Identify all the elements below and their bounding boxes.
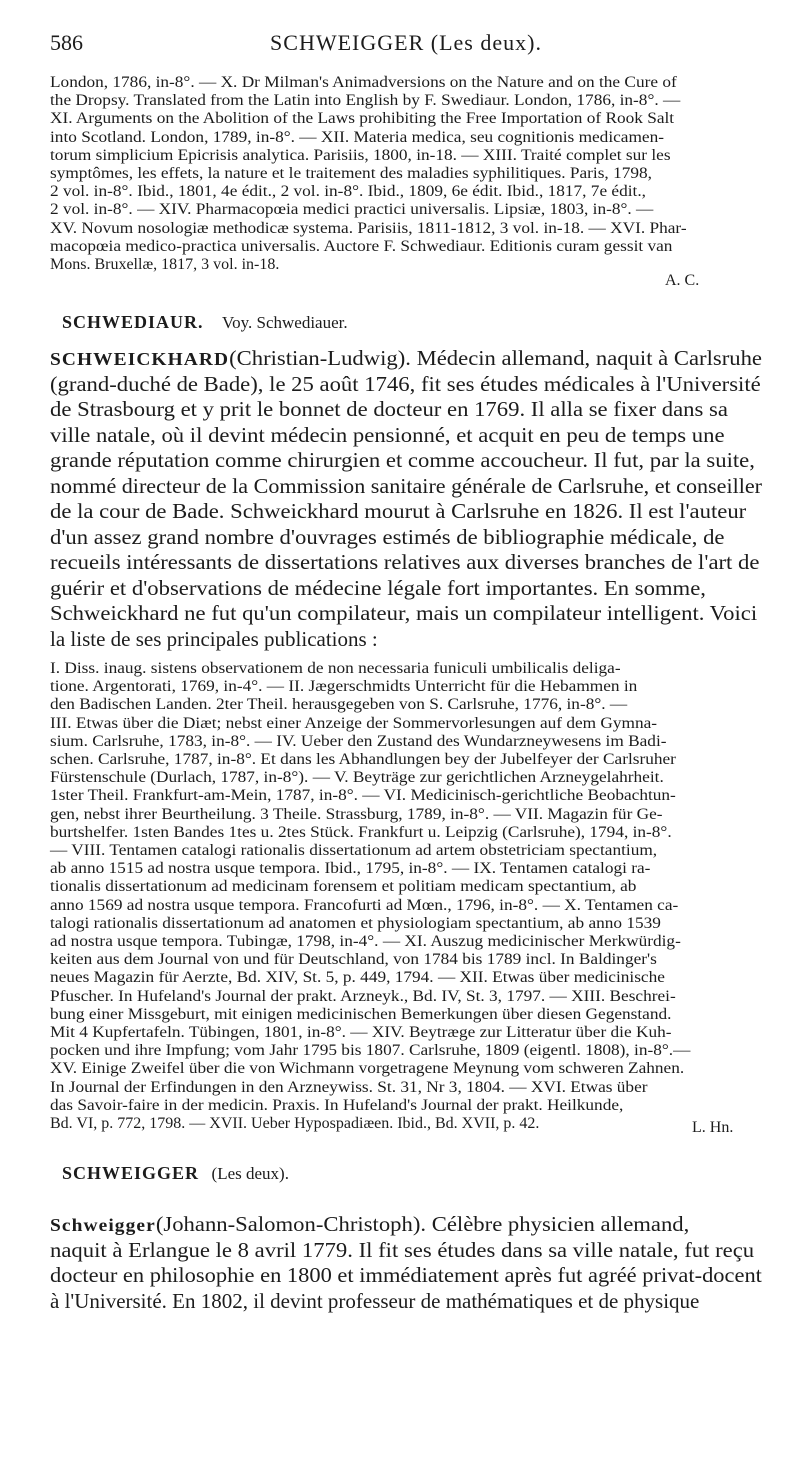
text-line: schen. Carlsruhe, 1787, in-8°. Et dans les Abhandlungen bey der Jubelfeyer der Carlsruher <box>50 751 676 768</box>
entry-qualifier: (Les deux). <box>211 1164 289 1183</box>
text-line: guérir et d'observations de médecine légale fort importantes. En somme, <box>50 575 706 600</box>
text-line: ad nostra usque tempora. Tubingæ, 1798, in-4°. — XI. Auszug medicinischer Merkwürdig- <box>50 933 681 950</box>
text-line: the Dropsy. Translated from the Latin into English by F. Swediaur. London, 1786, in-8°. — <box>50 92 681 110</box>
page-header <box>50 30 762 60</box>
text-line: de Strasbourg et y prit le bonnet de docteur en 1769. Il alla se fixer dans sa <box>50 397 728 421</box>
intro-bibliography <box>50 74 765 274</box>
text-line: anno 1569 ad nostra usque tempora. Francofurti ad Mœn., 1796, in-8°. — X. Tentamen ca- <box>50 896 679 914</box>
text-line: den Badischen Landen. 2ter Theil. herausgegeben von S. Carlsruhe, 1776, in-8°. — <box>50 696 628 714</box>
running-title: SCHWEIGGER (Les deux). <box>270 30 542 55</box>
text-line: III. Etwas über die Diæt; nebst einer Anzeige der Sommervorlesungen auf dem Gymna- <box>50 714 658 732</box>
schweickhard-bibliography <box>50 660 765 1133</box>
text-line: bung einer Missgeburt, mit einigen medicinischen Bemerkungen über diesen Gegenstand. <box>50 1005 672 1023</box>
text-line: XI. Arguments on the Abolition of the Laws prohibiting the Free Importation of Rook Salt <box>50 110 675 128</box>
entry-name: SCHWEICKHARD <box>50 349 230 369</box>
text-line-body: (Johann-Salomon-Christoph). Célèbre physicien allemand, <box>155 1212 690 1236</box>
text-line: XV. Novum nosologiæ methodicæ systema. Parisiis, 1811-1812, 3 vol. in-18. — XVI. Phar- <box>50 219 687 237</box>
text-line: In Journal der Erfindungen in den Arzneywiss. St. 31, Nr 3, 1804. — XVI. Etwas über <box>50 1078 648 1096</box>
text-line: — VIII. Tentamen catalogi rationalis dissertationum ad artem obstetriciam spectantium, <box>50 842 658 859</box>
text-line: 1ster Theil. Frankfurt-am-Mein, 1787, in-8°. — VI. Medicinisch-gerichtliche Beobachtun- <box>50 787 676 805</box>
text-line-body: (Christian-Ludwig). Médecin allemand, naquit à Carlsruhe <box>229 346 762 370</box>
text-line: talogi rationalis dissertationum ad anatomen et physiologiam spectantium, ab anno 1539 <box>50 914 661 932</box>
text-line: ab anno 1515 ad nostra usque tempora. Ibid., 1795, in-8°. — IX. Tentamen catalogi ra- <box>50 860 651 878</box>
page-number: 586 <box>50 30 83 55</box>
text-line: das Savoir-faire in der medicin. Praxis. In Hufeland's Journal der prakt. Heilkunde, <box>50 1096 624 1114</box>
text-line: tione. Argentorati, 1769, in-4°. — II. Jægerschmidts Unterricht für die Hebammen in <box>50 678 638 696</box>
text-line <box>50 1212 689 1238</box>
entry-schwediaur <box>62 312 348 333</box>
entry-schweigger-js <box>50 1212 765 1314</box>
text-line: keiten aus dem Journal von und für Deutschland, von 1784 bis 1789 incl. In Baldinger's <box>50 951 657 969</box>
text-line: Mit 4 Kupfertafeln. Tübingen, 1801, in-8°. — XIV. Beytræge zur Litteratur über die Kuh- <box>50 1024 672 1041</box>
text-line: la liste de ses principales publications : <box>50 626 378 651</box>
text-line: 2 vol. in-8°. — XIV. Pharmacopœia medici practici universalis. Lipsiæ, 1803, in-8°. — <box>50 201 654 219</box>
text-line: nommé directeur de la Commission sanitaire générale de Carlsruhe, et conseiller <box>50 473 763 498</box>
text-line: de la cour de Bade. Schweickhard mourut à Carlsruhe en 1826. Il est l'auteur <box>50 499 747 523</box>
text-line: tionalis dissertationum ad medicinam forensem et politiam medicam spectantium, ab <box>50 878 637 896</box>
text-line: sium. Carlsruhe, 1783, in-8°. — IV. Ueber den Zustand des Wundarzneywesens im Badi- <box>50 732 667 750</box>
text-line: torum simplicium Epicrisis analytica. Parisiis, 1800, in-18. — XIII. Traité complet sur les <box>50 146 671 164</box>
entry-schweigger <box>62 1163 289 1184</box>
text-line: neues Magazin für Aerzte, Bd. XIV, St. 5, p. 449, 1794. — XII. Etwas über medicinische <box>50 969 665 987</box>
text-line: ville natale, où il devint médecin pensionné, et acquit en peu de temps une <box>50 422 725 447</box>
text-line: 2 vol. in-8°. Ibid., 1801, 4e édit., 2 vol. in-8°. Ibid., 1809, 6e édit. Ibid., 1817, 7e édit., <box>50 183 646 201</box>
text-line: d'un assez grand nombre d'ouvrages estimés de bibliographie médicale, de <box>50 524 725 549</box>
text-line: Schweickhard ne fut qu'un compilateur, mais un compilateur intelligent. Voici <box>50 601 758 625</box>
text-line: Mons. Bruxellæ, 1817, 3 vol. in-18. <box>50 256 280 273</box>
intro-signature: A. C. <box>665 272 700 289</box>
text-line: (grand-duché de Bade), le 25 août 1746, fit ses études médicales à l'Université <box>50 371 761 396</box>
text-line: Pfuscher. In Hufeland's Journal der prakt. Arzneyk., Bd. IV, St. 3, 1797. — XIII. Beschrei- <box>50 987 676 1005</box>
text-line: I. Diss. inaug. sistens observationem de non necessaria funiculi umbilicalis deliga- <box>50 660 621 677</box>
text-line: docteur en philosophie en 1800 et immédiatement après fut agréé privat-docent <box>50 1263 762 1287</box>
text-line: gen, nebst ihrer Beurtheilung. 3 Theile. Strassburg, 1789, in-8°. — VII. Magazin für Ge- <box>50 805 663 823</box>
text-line: à l'Université. En 1802, il devint professeur de mathématiques et de physique <box>50 1288 700 1313</box>
text-line: London, 1786, in-8°. — X. Dr Milman's Animadversions on the Nature and on the Cure of <box>50 74 677 91</box>
entry-name: SCHWEIGGER <box>62 1163 200 1183</box>
text-line: into Scotland. London, 1789, in-8°. — XII. Materia medica, seu cognitionis medicamen- <box>50 128 664 146</box>
schweickhard-signature: L. Hn. <box>692 1119 734 1136</box>
text-line: recueils intéressants de dissertations relatives aux diverses branches de l'art de <box>50 550 760 574</box>
entry-name: SCHWEDIAUR. <box>62 312 204 332</box>
text-line: Bd. VI, p. 772, 1798. — XVII. Ueber Hypospadiæen. Ibid., Bd. XVII, p. 42. <box>50 1115 540 1132</box>
text-line: Fürstenschule (Durlach, 1787, in-8°). — V. Beyträge zur gerichtlichen Arzneygelahrheit. <box>50 769 664 787</box>
entry-schweickhard <box>50 346 765 652</box>
text-line: XV. Einige Zweifel über die von Wichmann vorgetragene Meynung vom schweren Zahnen. <box>50 1060 685 1078</box>
text-line: grande réputation comme chirurgien et comme accoucheur. Il fut, par la suite, <box>50 448 755 472</box>
text-line: macopœia medico-practica universalis. Auctore F. Schwediaur. Editionis curam gessit van <box>50 237 673 255</box>
text-line: symptômes, les effets, la nature et le traitement des maladies syphilitiques. Paris, 1798, <box>50 165 652 182</box>
text-line <box>50 346 762 372</box>
text-line: burtshelfer. 1sten Bandes 1tes u. 2tes Stück. Frankfurt u. Leipzig (Carlsruhe), 1794, in-8°. <box>50 823 672 841</box>
entry-name: Schweigger <box>50 1215 156 1235</box>
text-line: naquit à Erlangue le 8 avril 1779. Il fit ses études dans sa ville natale, fut reçu <box>50 1237 755 1262</box>
cross-reference: Voy. Schwediauer. <box>222 313 348 332</box>
text-line: pocken und ihre Impfung; vom Jahr 1795 bis 1807. Carlsruhe, 1809 (eigentl. 1808), in-8°.— <box>50 1042 691 1060</box>
